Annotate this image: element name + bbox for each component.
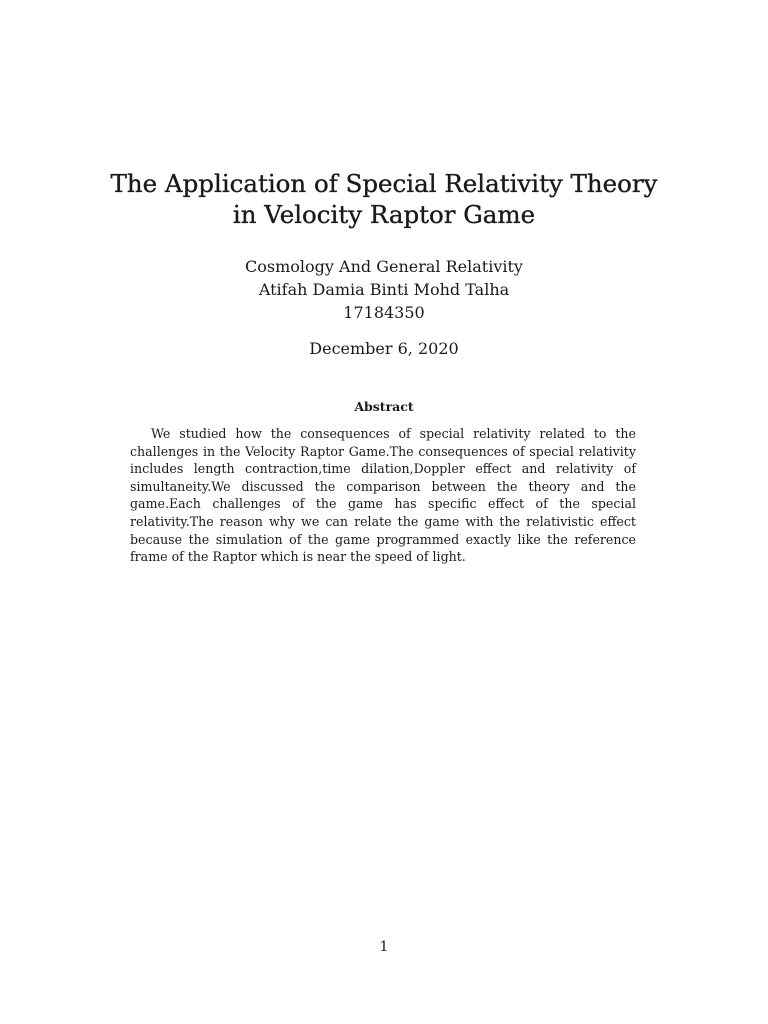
author-name: Atifah Damia Binti Mohd Talha: [258, 280, 510, 299]
publication-date: December 6, 2020: [309, 339, 459, 358]
author-block: [100, 255, 668, 324]
student-id: 17184350: [343, 303, 425, 322]
paper-title: [60, 168, 708, 230]
paper-title-line-1: The Application of Special Relativity Theory: [110, 169, 658, 198]
course-name: Cosmology And General Relativity: [245, 257, 523, 276]
page-number: 1: [379, 939, 389, 955]
paper-title-line-2: in Velocity Raptor Game: [232, 200, 536, 229]
abstract-heading: Abstract: [354, 399, 414, 414]
abstract-body: We studied how the consequences of special relativity related to the challenges in the Velocity Raptor Game.The consequences of special relativity includes length contraction,time dilation,Doppler effect and relativity of simultaneity.We discussed the comparison between the theory and the game.Each challenges of the game has specific effect of the special relativity.The reason why we can relate the game with the relativistic effect because the simulation of the game programmed exactly like the reference frame of the Raptor which is near the speed of light.: [130, 426, 636, 565]
